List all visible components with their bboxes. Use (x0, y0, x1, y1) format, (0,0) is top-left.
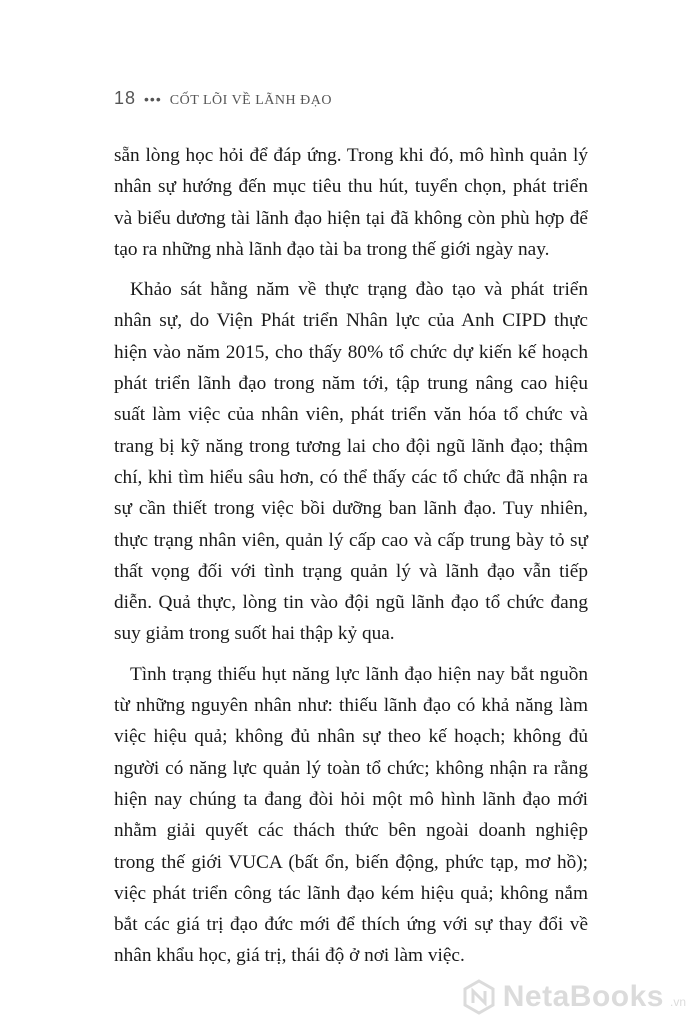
header-separator: ••• (144, 91, 162, 107)
watermark (461, 979, 686, 1015)
paragraph-continued: sẵn lòng học hỏi để đáp ứng. Trong khi đó, mô hình quản lý nhân sự hướng đến mục tiêu thu hút, tuyển chọn, phát triển và biểu dương tài lãnh đạo hiện tại đã không còn phù hợp để tạo ra những nhà lãnh đạo tài ba trong thế giới ngày nay. (114, 145, 588, 260)
watermark-suffix: .vn (669, 995, 686, 1009)
page-number: 18 (114, 88, 137, 108)
running-head (114, 88, 332, 109)
paragraph-causes: Tình trạng thiếu hụt năng lực lãnh đạo hiện nay bắt nguồn từ những nguyên nhân như: thiếu lãnh đạo có khả năng làm việc hiệu quả; không đủ nhân sự theo kế hoạch; không đủ người có năng lực quản lý toàn tổ chức; không nhận ra rằng hiện nay chúng ta đang đòi hỏi một mô hình lãnh đạo mới nhằm giải quyết các thách thức bên ngoài doanh nghiệp trong thế giới VUCA (bất ổn, biến động, phức tạp, mơ hồ); việc phát triển công tác lãnh đạo kém hiệu quả; không nắm bắt các giá trị đạo đức mới để thích ứng với sự thay đổi về nhân khẩu học, giá trị, thái độ ở nơi làm việc. (114, 663, 588, 967)
paragraph-survey: Khảo sát hằng năm về thực trạng đào tạo và phát triển nhân sự, do Viện Phát triển Nhân lực của Anh CIPD thực hiện vào năm 2015, cho thấy 80% tổ chức dự kiến kế hoạch phát triển lãnh đạo trong năm tới, tập trung nâng cao hiệu suất làm việc của nhân viên, phát triển văn hóa tổ chức và trang bị kỹ năng trong tương lai cho đội ngũ lãnh đạo; thậm chí, khi tìm hiểu sâu hơn, có thể thấy các tổ chức đã nhận ra sự cần thiết trong việc bồi dưỡng ban lãnh đạo. Tuy nhiên, thực trạng nhân viên, quản lý cấp cao và cấp trung bày tỏ sự thất vọng đối với tình trạng quản lý và lãnh đạo vẫn tiếp diễn. Quả thực, lòng tin vào đội ngũ lãnh đạo tổ chức đang suy giảm trong suốt hai thập kỷ qua. (114, 279, 588, 645)
watermark-brand: NetaBooks (502, 980, 664, 1013)
chapter-title: CỐT LÕI VỀ LÃNH ĐẠO (169, 93, 332, 108)
page-body (114, 140, 588, 981)
netabooks-logo-icon (461, 979, 497, 1015)
